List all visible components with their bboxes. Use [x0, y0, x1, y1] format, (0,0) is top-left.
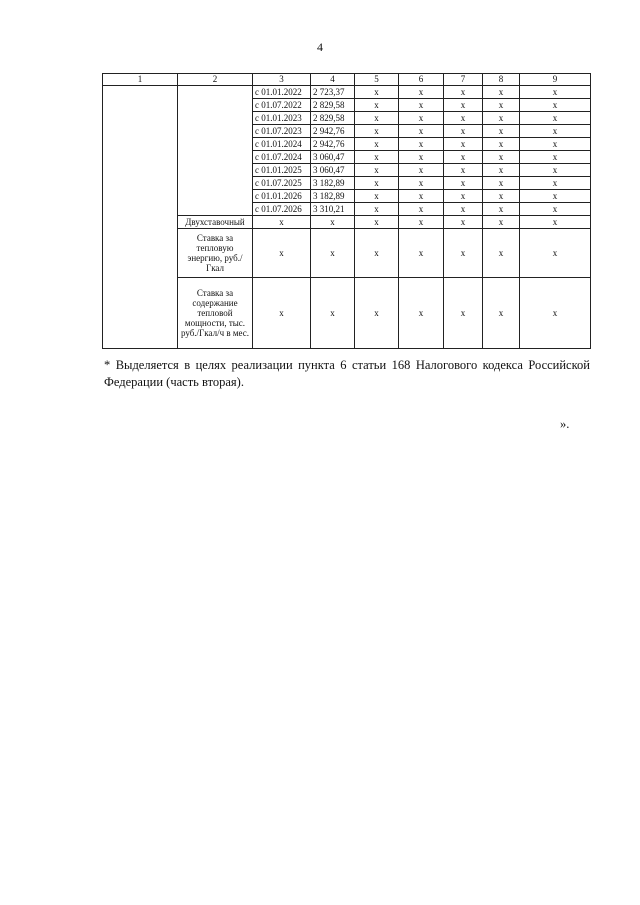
- header-cell: 2: [178, 74, 253, 86]
- mark-cell: x: [483, 203, 520, 216]
- col1-merged-cell: [103, 86, 178, 349]
- header-cell: 5: [355, 74, 399, 86]
- period-cell: с 01.07.2023: [253, 125, 311, 138]
- tariff-value-cell: 2 829,58: [311, 112, 355, 125]
- mark-cell: x: [444, 86, 483, 99]
- period-cell: с 01.07.2024: [253, 151, 311, 164]
- mark-cell: x: [444, 125, 483, 138]
- mark-cell: x: [444, 164, 483, 177]
- capacity-rate-label: Ставка за содержание тепловой мощности, тыс. руб./Гкал/ч в мес.: [178, 278, 253, 349]
- mark-cell: x: [355, 216, 399, 229]
- mark-cell: x: [399, 151, 444, 164]
- mark-cell: x: [483, 125, 520, 138]
- mark-cell: x: [444, 112, 483, 125]
- header-cell: 1: [103, 74, 178, 86]
- mark-cell: x: [253, 216, 311, 229]
- mark-cell: x: [520, 203, 591, 216]
- mark-cell: x: [483, 278, 520, 349]
- energy-rate-label: Ставка за тепловую энергию, руб./Гкал: [178, 229, 253, 278]
- closing-quote: ».: [560, 417, 570, 431]
- mark-cell: x: [399, 177, 444, 190]
- period-cell: с 01.07.2026: [253, 203, 311, 216]
- tariff-table: [102, 73, 591, 349]
- tariff-value-cell: 3 060,47: [311, 151, 355, 164]
- mark-cell: x: [355, 203, 399, 216]
- mark-cell: x: [311, 216, 355, 229]
- period-cell: с 01.07.2025: [253, 177, 311, 190]
- mark-cell: x: [399, 112, 444, 125]
- header-cell: 4: [311, 74, 355, 86]
- mark-cell: x: [355, 164, 399, 177]
- header-cell: 9: [520, 74, 591, 86]
- footnote: * Выделяется в целях реализации пункта 6 статьи 168 Налогового кодекса Российской Федерации (часть вторая).: [104, 358, 590, 389]
- period-cell: с 01.01.2022: [253, 86, 311, 99]
- header-cell: 3: [253, 74, 311, 86]
- mark-cell: x: [520, 190, 591, 203]
- mark-cell: x: [520, 86, 591, 99]
- tariff-value-cell: 2 942,76: [311, 138, 355, 151]
- mark-cell: x: [399, 138, 444, 151]
- mark-cell: x: [355, 125, 399, 138]
- mark-cell: x: [483, 190, 520, 203]
- mark-cell: x: [444, 203, 483, 216]
- mark-cell: x: [355, 229, 399, 278]
- mark-cell: x: [355, 86, 399, 99]
- mark-cell: x: [311, 229, 355, 278]
- table-row: [103, 86, 591, 99]
- mark-cell: x: [399, 99, 444, 112]
- mark-cell: x: [444, 229, 483, 278]
- mark-cell: x: [520, 99, 591, 112]
- mark-cell: x: [399, 164, 444, 177]
- mark-cell: x: [253, 278, 311, 349]
- period-cell: с 01.01.2023: [253, 112, 311, 125]
- tariff-value-cell: 2 723,37: [311, 86, 355, 99]
- mark-cell: x: [355, 99, 399, 112]
- mark-cell: x: [399, 190, 444, 203]
- mark-cell: x: [483, 216, 520, 229]
- tariff-value-cell: 2 829,58: [311, 99, 355, 112]
- mark-cell: x: [355, 190, 399, 203]
- mark-cell: x: [253, 229, 311, 278]
- mark-cell: x: [483, 112, 520, 125]
- header-cell: 7: [444, 74, 483, 86]
- period-cell: с 01.07.2022: [253, 99, 311, 112]
- mark-cell: x: [355, 112, 399, 125]
- period-cell: с 01.01.2026: [253, 190, 311, 203]
- mark-cell: x: [311, 278, 355, 349]
- mark-cell: x: [520, 229, 591, 278]
- tariff-value-cell: 2 942,76: [311, 125, 355, 138]
- mark-cell: x: [444, 99, 483, 112]
- mark-cell: x: [399, 278, 444, 349]
- header-cell: 8: [483, 74, 520, 86]
- mark-cell: x: [520, 164, 591, 177]
- mark-cell: x: [444, 151, 483, 164]
- period-cell: с 01.01.2024: [253, 138, 311, 151]
- mark-cell: x: [520, 278, 591, 349]
- mark-cell: x: [355, 138, 399, 151]
- period-cell: с 01.01.2025: [253, 164, 311, 177]
- mark-cell: x: [444, 138, 483, 151]
- mark-cell: x: [355, 278, 399, 349]
- mark-cell: x: [483, 86, 520, 99]
- mark-cell: x: [399, 125, 444, 138]
- mark-cell: x: [483, 177, 520, 190]
- mark-cell: x: [444, 216, 483, 229]
- tariff-value-cell: 3 182,89: [311, 177, 355, 190]
- mark-cell: x: [520, 177, 591, 190]
- mark-cell: x: [444, 177, 483, 190]
- mark-cell: x: [355, 177, 399, 190]
- mark-cell: x: [520, 151, 591, 164]
- mark-cell: x: [520, 112, 591, 125]
- mark-cell: x: [520, 125, 591, 138]
- tariff-value-cell: 3 310,21: [311, 203, 355, 216]
- mark-cell: x: [483, 229, 520, 278]
- col2-merged-cell: [178, 86, 253, 216]
- mark-cell: x: [483, 99, 520, 112]
- mark-cell: x: [444, 190, 483, 203]
- mark-cell: x: [444, 278, 483, 349]
- table-header-row: [103, 74, 591, 86]
- mark-cell: x: [483, 164, 520, 177]
- mark-cell: x: [483, 138, 520, 151]
- mark-cell: x: [520, 138, 591, 151]
- tariff-value-cell: 3 182,89: [311, 190, 355, 203]
- mark-cell: x: [483, 151, 520, 164]
- mark-cell: x: [399, 203, 444, 216]
- two-part-label: Двухставочный: [178, 216, 253, 229]
- mark-cell: x: [399, 216, 444, 229]
- tariff-value-cell: 3 060,47: [311, 164, 355, 177]
- mark-cell: x: [399, 229, 444, 278]
- page-number: 4: [317, 40, 323, 54]
- header-cell: 6: [399, 74, 444, 86]
- mark-cell: x: [355, 151, 399, 164]
- mark-cell: x: [399, 86, 444, 99]
- mark-cell: x: [520, 216, 591, 229]
